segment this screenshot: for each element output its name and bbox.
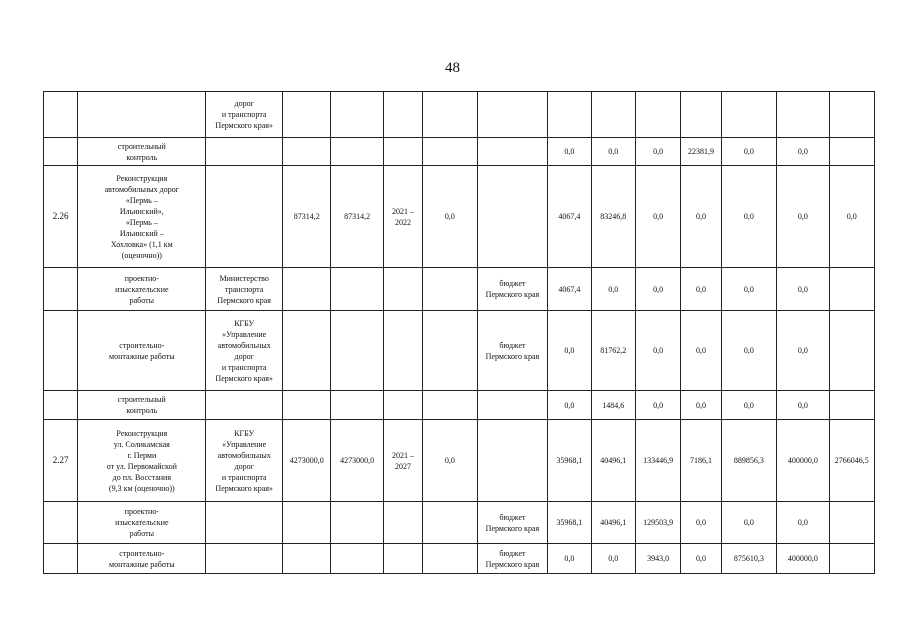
cell-executor (206, 92, 283, 138)
cell-cost-program (331, 166, 383, 268)
cell-text: 22381,9 (687, 147, 714, 156)
cell-text: 0,0 (743, 284, 754, 294)
cell-year-3 (635, 166, 680, 268)
cell-row-number (44, 311, 78, 391)
cell-year-3 (635, 268, 680, 311)
cell-year-6 (777, 166, 829, 268)
cell-cost-program (331, 92, 383, 138)
cell-text: 0,0 (564, 554, 575, 563)
cell-year-6 (777, 311, 829, 391)
cell-year-7 (829, 92, 874, 138)
cell-cost-total (283, 391, 331, 420)
table-row-sub (44, 92, 875, 138)
cell-executor (206, 268, 283, 311)
cell-text: 875610,3 (733, 554, 764, 563)
cell-item-name (78, 166, 206, 268)
cell-text: строительный контроль (117, 141, 166, 162)
cell-spent-before (423, 544, 477, 574)
cell-funding-source (477, 268, 548, 311)
cell-year-5 (721, 544, 776, 574)
cell-row-number (44, 92, 78, 138)
cell-text: 7186,1 (689, 456, 712, 465)
cell-year-1 (548, 502, 591, 544)
cell-years (383, 420, 422, 502)
cell-year-2 (591, 268, 635, 311)
cell-item-name (78, 544, 206, 574)
cell-text: строительный контроль (117, 395, 166, 415)
cell-year-6 (777, 544, 829, 574)
cell-text: 40496,1 (600, 456, 627, 465)
cell-year-2 (591, 138, 635, 166)
cell-item-name (78, 420, 206, 502)
cell-cost-program (331, 391, 383, 420)
cell-funding-source (477, 391, 548, 420)
cell-year-5 (721, 268, 776, 311)
page-number: 48 (445, 60, 460, 76)
cell-spent-before (423, 420, 477, 502)
cell-executor (206, 311, 283, 391)
table-row-main (44, 420, 875, 502)
cell-text: 2.26 (52, 211, 69, 221)
cell-item-name (78, 268, 206, 311)
cell-cost-program (331, 420, 383, 502)
cell-years (383, 391, 422, 420)
cell-text: 0,0 (564, 147, 575, 156)
cell-text: 4067,4 (558, 212, 581, 221)
cell-year-7 (829, 166, 874, 268)
cell-text: 0,0 (797, 212, 808, 221)
cell-text: 2021 – 2027 (392, 450, 414, 471)
cell-funding-source (477, 311, 548, 391)
cell-cost-total (283, 311, 331, 391)
cell-item-name (78, 502, 206, 544)
cell-text: 87314,2 (344, 212, 371, 221)
cell-text: 400000,0 (787, 456, 818, 465)
cell-year-7 (829, 420, 874, 502)
cell-year-7 (829, 311, 874, 391)
cell-cost-total (283, 268, 331, 311)
cell-spent-before (423, 166, 477, 268)
cell-text: 0,0 (695, 400, 706, 410)
cell-text: 0,0 (743, 212, 754, 221)
cell-text: дорог и транспорта Пермского края» (215, 99, 273, 130)
cell-year-4 (681, 138, 721, 166)
cell-text: Реконструкция ул. Соликамская г. Перми от ул. Первомайской до пл. Восстания (9,3 км (оценочно)) (106, 428, 177, 493)
cell-year-1 (548, 311, 591, 391)
cell-row-number (44, 502, 78, 544)
cell-year-7 (829, 138, 874, 166)
cell-years (383, 268, 422, 311)
cell-text: 0,0 (797, 147, 808, 156)
cell-year-6 (777, 420, 829, 502)
cell-text: 87314,2 (293, 212, 320, 221)
cell-years (383, 544, 422, 574)
cell-text: 1484,6 (602, 400, 625, 410)
cell-text: 81762,2 (600, 346, 627, 355)
cell-year-1 (548, 166, 591, 268)
cell-year-2 (591, 420, 635, 502)
cell-year-1 (548, 544, 591, 574)
cell-funding-source (477, 420, 548, 502)
cell-year-3 (635, 391, 680, 420)
cell-row-number (44, 420, 78, 502)
cell-spent-before (423, 138, 477, 166)
cell-spent-before (423, 92, 477, 138)
cell-text: КГБУ «Управление автомобильных дорог и транспорта Пермского края» (215, 428, 273, 493)
cell-text: 4273000,0 (289, 456, 324, 465)
cell-text: 0,0 (653, 400, 664, 410)
cell-text: 129503,9 (643, 518, 674, 527)
cell-year-1 (548, 92, 591, 138)
cell-text: проектно- изыскательские работы (115, 507, 169, 538)
cell-text: 0,0 (695, 554, 706, 563)
cell-spent-before (423, 268, 477, 311)
cell-year-5 (721, 391, 776, 420)
cell-text: 0,0 (653, 147, 664, 156)
cell-years (383, 92, 422, 138)
cell-text: 0,0 (444, 212, 455, 221)
cell-row-number (44, 138, 78, 166)
cell-cost-program (331, 311, 383, 391)
cell-years (383, 311, 422, 391)
cell-cost-total (283, 92, 331, 138)
cell-text: 2766046,5 (834, 456, 869, 465)
cell-year-4 (681, 311, 721, 391)
cell-text: 0,0 (608, 147, 619, 156)
cell-funding-source (477, 544, 548, 574)
cell-text: 0,0 (743, 147, 754, 156)
cell-executor (206, 502, 283, 544)
cell-cost-total (283, 138, 331, 166)
cell-year-1 (548, 420, 591, 502)
cell-year-5 (721, 138, 776, 166)
cell-cost-total (283, 502, 331, 544)
cell-text: 133446,9 (643, 456, 674, 465)
table-row-sub (44, 138, 875, 166)
cell-text: 4067,4 (558, 284, 581, 294)
cell-years (383, 166, 422, 268)
cell-year-5 (721, 311, 776, 391)
cell-text: бюджет Пермского края (485, 512, 540, 533)
cell-text: 0,0 (653, 284, 664, 294)
cell-cost-program (331, 502, 383, 544)
cell-executor (206, 544, 283, 574)
cell-funding-source (477, 166, 548, 268)
cell-text: строительно- монтажные работы (109, 548, 175, 569)
program-table (43, 91, 875, 574)
cell-item-name (78, 92, 206, 138)
cell-text: бюджет Пермского края (485, 548, 540, 569)
cell-text: бюджет Пермского края (485, 340, 540, 361)
cell-text: 0,0 (846, 212, 857, 221)
table-row-sub (44, 311, 875, 391)
cell-item-name (78, 138, 206, 166)
cell-cost-total (283, 166, 331, 268)
table-row-sub (44, 268, 875, 311)
cell-years (383, 502, 422, 544)
cell-cost-program (331, 268, 383, 311)
cell-text: 4273000,0 (340, 456, 375, 465)
cell-text: 0,0 (653, 212, 664, 221)
cell-text: 0,0 (695, 346, 706, 355)
cell-row-number (44, 166, 78, 268)
cell-text: 0,0 (444, 456, 455, 465)
cell-year-2 (591, 92, 635, 138)
cell-funding-source (477, 138, 548, 166)
cell-text: 0,0 (695, 284, 706, 294)
cell-text: 0,0 (797, 518, 808, 527)
cell-year-2 (591, 544, 635, 574)
table-row-sub (44, 544, 875, 574)
cell-text: 0,0 (743, 346, 754, 355)
cell-text: 889856,3 (733, 456, 764, 465)
cell-year-5 (721, 92, 776, 138)
cell-row-number (44, 268, 78, 311)
cell-spent-before (423, 391, 477, 420)
cell-row-number (44, 391, 78, 420)
cell-year-3 (635, 544, 680, 574)
cell-item-name (78, 391, 206, 420)
cell-text: 0,0 (743, 518, 754, 527)
cell-year-1 (548, 138, 591, 166)
table-row-main (44, 166, 875, 268)
cell-year-4 (681, 92, 721, 138)
cell-text: проектно- изыскательские работы (115, 273, 169, 305)
cell-executor (206, 420, 283, 502)
cell-text: 2.27 (52, 455, 69, 465)
cell-year-6 (777, 138, 829, 166)
cell-year-4 (681, 391, 721, 420)
cell-year-1 (548, 391, 591, 420)
cell-cost-program (331, 138, 383, 166)
cell-item-name (78, 311, 206, 391)
cell-funding-source (477, 92, 548, 138)
cell-text: 0,0 (797, 400, 808, 410)
cell-row-number (44, 544, 78, 574)
cell-executor (206, 391, 283, 420)
cell-text: 0,0 (797, 284, 808, 294)
cell-text: 0,0 (608, 554, 619, 563)
cell-text: 400000,0 (787, 554, 818, 563)
cell-text: КГБУ «Управление автомобильных дорог и транспорта Пермского края» (215, 318, 273, 383)
cell-year-4 (681, 544, 721, 574)
cell-text: 35968,1 (556, 456, 583, 465)
cell-text: 35968,1 (556, 518, 583, 527)
cell-text: 0,0 (695, 518, 706, 527)
cell-cost-total (283, 420, 331, 502)
cell-year-3 (635, 92, 680, 138)
cell-cost-program (331, 544, 383, 574)
cell-text: 0,0 (695, 212, 706, 221)
cell-cost-total (283, 544, 331, 574)
cell-spent-before (423, 502, 477, 544)
cell-year-4 (681, 268, 721, 311)
cell-text: 0,0 (564, 346, 575, 355)
cell-text: 0,0 (608, 284, 619, 294)
cell-year-6 (777, 92, 829, 138)
cell-text: бюджет Пермского края (485, 279, 540, 299)
cell-text: 0,0 (797, 346, 808, 355)
cell-year-3 (635, 311, 680, 391)
cell-year-2 (591, 391, 635, 420)
cell-text: 0,0 (743, 400, 754, 410)
cell-text: 40496,1 (600, 518, 627, 527)
cell-year-1 (548, 268, 591, 311)
cell-year-3 (635, 420, 680, 502)
cell-executor (206, 166, 283, 268)
cell-year-2 (591, 502, 635, 544)
table-row-sub (44, 502, 875, 544)
cell-text: Министерство транспорта Пермского края (217, 273, 271, 305)
cell-year-4 (681, 502, 721, 544)
cell-year-7 (829, 502, 874, 544)
cell-year-4 (681, 420, 721, 502)
cell-text: строительно- монтажные работы (109, 340, 175, 361)
cell-year-6 (777, 391, 829, 420)
cell-year-5 (721, 166, 776, 268)
cell-year-5 (721, 420, 776, 502)
cell-text: Реконструкция автомобильных дорог «Пермь – Ильинский», «Пермь – Ильинский – Хохловка» (1,1 км (оценочно)) (104, 173, 180, 260)
table-row-sub (44, 391, 875, 420)
cell-funding-source (477, 502, 548, 544)
cell-year-6 (777, 502, 829, 544)
cell-text: 0,0 (564, 400, 575, 410)
cell-year-6 (777, 268, 829, 311)
cell-years (383, 138, 422, 166)
cell-year-2 (591, 166, 635, 268)
cell-year-7 (829, 544, 874, 574)
cell-year-3 (635, 138, 680, 166)
cell-year-5 (721, 502, 776, 544)
cell-year-7 (829, 268, 874, 311)
cell-year-7 (829, 391, 874, 420)
cell-spent-before (423, 311, 477, 391)
cell-text: 83246,8 (600, 212, 627, 221)
cell-text: 2021 – 2022 (392, 206, 414, 227)
cell-year-3 (635, 502, 680, 544)
cell-year-4 (681, 166, 721, 268)
cell-text: 3943,0 (647, 554, 670, 563)
cell-year-2 (591, 311, 635, 391)
cell-executor (206, 138, 283, 166)
cell-text: 0,0 (653, 346, 664, 355)
